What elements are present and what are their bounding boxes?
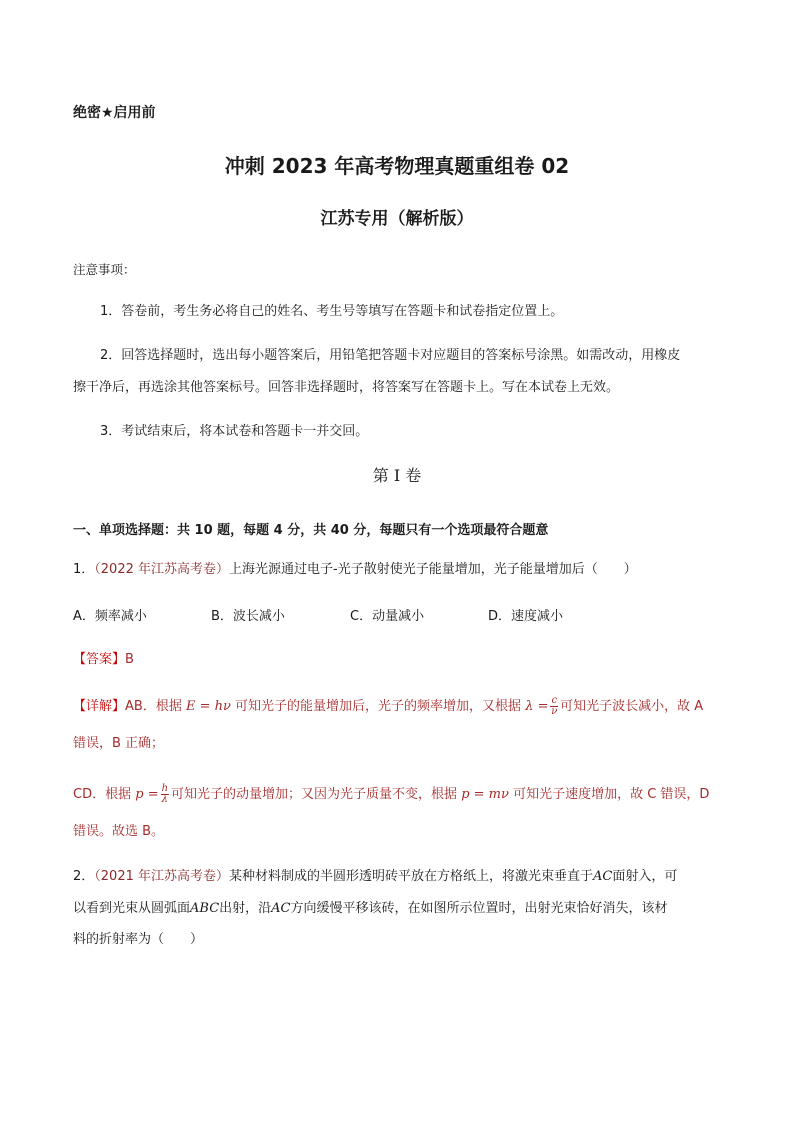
page-subtitle: 江苏专用（解析版） (320, 209, 474, 229)
notice-item: 3．考试结束后，将本试卷和答题卡一并交回。 (100, 424, 369, 439)
equation-lambda-lhs: λ = (525, 699, 549, 714)
detail-tag: 【详解】 (73, 699, 126, 714)
label-ac: AC (593, 869, 613, 884)
secret-mark: 绝密★启用前 (73, 105, 156, 121)
answer-value: B (125, 652, 134, 667)
fraction-numerator: c (551, 695, 558, 706)
detail-text: 可知光子波长减小，故 A (560, 699, 704, 714)
option-a: A．频率减小 (73, 609, 147, 624)
part-title: 一、单项选择题：共 10 题，每题 4 分，共 40 分，每题只有一个选项最符合题意 (73, 523, 549, 538)
fraction-denominator: λ (161, 794, 168, 805)
page-title: 冲刺 2023 年高考物理真题重组卷 02 (224, 154, 570, 178)
notice-heading: 注意事项： (73, 262, 136, 277)
question-stem: 上海光源通过电子-光子散射使光子能量增加，光子能量增加后（ ） (229, 562, 637, 577)
question-stem: 出射，沿 (219, 901, 272, 916)
question-stem: 方向缓慢平移该砖，在如图所示位置时，出射光束恰好消失，该材 (290, 901, 668, 916)
fraction-denominator: ν (551, 706, 558, 717)
notice-item: 擦干净后，再选涂其他答案标号。回答非选择题时，将答案写在答题卡上。写在本试卷上无效。 (73, 380, 620, 395)
volume-heading: 第 I 卷 (372, 466, 422, 485)
fraction-numerator: h (161, 783, 169, 794)
detail-line-3 (73, 784, 709, 805)
option-b: B．波长减小 (211, 609, 285, 624)
question-2-line-3: 料的折射率为（ ） (73, 932, 204, 947)
question-2-line-2 (73, 899, 668, 919)
answer-line (73, 650, 134, 670)
equation-p-lhs: p = (135, 787, 159, 802)
equation-e-hv: E = hν (185, 699, 231, 714)
question-number: 2． (73, 869, 95, 884)
question-source: （2021 年江苏高考卷） (94, 869, 229, 884)
question-source: （2022 年江苏高考卷） (94, 562, 229, 577)
option-c: C．动量减小 (350, 609, 425, 624)
detail-line-1 (73, 696, 703, 717)
detail-text: 可知光子速度增加，故 C 错误，D (513, 787, 710, 802)
question-stem: 面射入，可 (612, 869, 678, 884)
detail-line-2: 错误，B 正确； (73, 736, 165, 751)
label-ac: AC (271, 901, 291, 916)
notice-item: 2．回答选择题时，选出每小题答案后，用铅笔把答题卡对应题目的答案标号涂黑。如需改动，用橡皮 (100, 348, 681, 363)
detail-text: 可知光子的能量增加后，光子的频率增加，又根据 (235, 699, 522, 714)
label-abc: ABC (190, 901, 220, 916)
detail-line-4: 错误。故选 B。 (73, 824, 165, 839)
equation-p-mv: p = mν (461, 787, 509, 802)
fraction-c-over-v (550, 696, 558, 717)
fraction-h-over-lambda (161, 784, 169, 805)
question-stem: 以看到光束从圆弧面 (73, 901, 191, 916)
notice-item: 1．答卷前，考生务必将自己的姓名、考生号等填写在答题卡和试卷指定位置上。 (100, 304, 564, 319)
question-1 (73, 560, 637, 580)
detail-text: CD．根据 (73, 787, 132, 802)
question-number: 1． (73, 562, 95, 577)
detail-text: 可知光子的动量增加；又因为光子质量不变，根据 (171, 787, 458, 802)
option-d: D．速度减小 (488, 609, 564, 624)
detail-text: AB．根据 (125, 699, 182, 714)
question-stem: 某种材料制成的半圆形透明砖平放在方格纸上，将激光束垂直于 (229, 869, 594, 884)
question-2-line-1 (73, 867, 677, 887)
answer-tag: 【答案】 (73, 652, 126, 667)
